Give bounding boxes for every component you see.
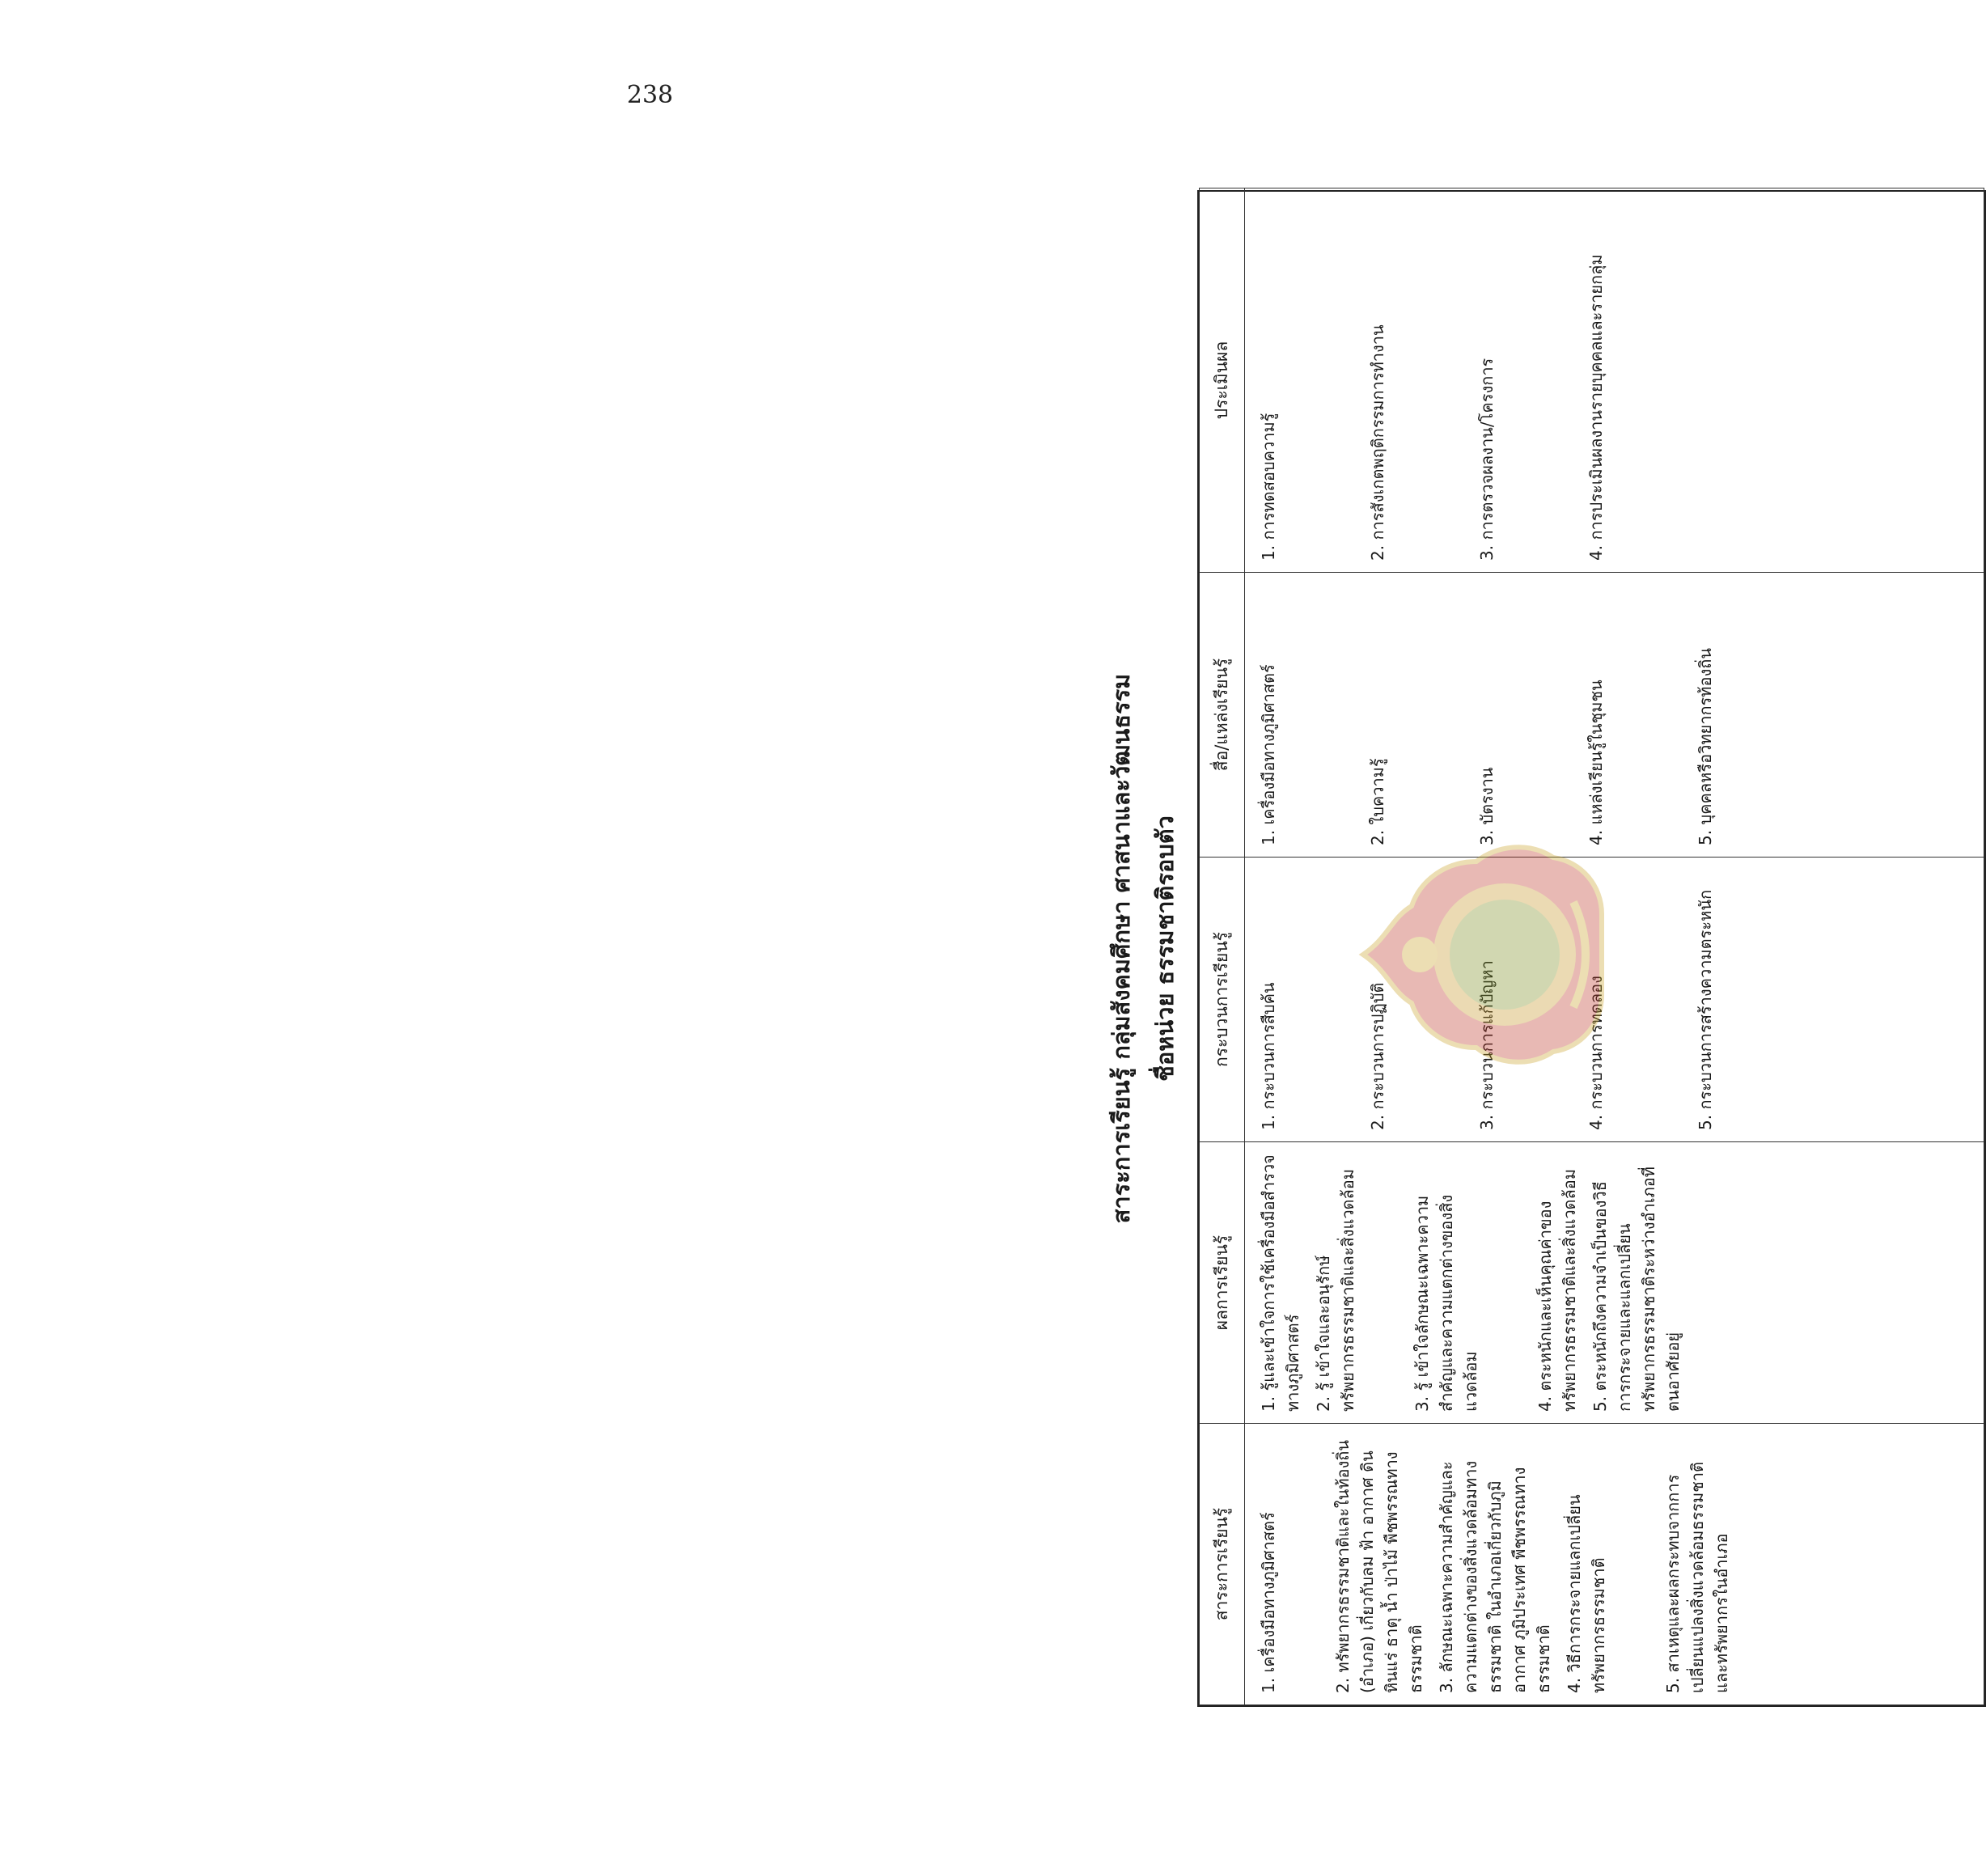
outcome-item: 2. รู้ เข้าใจและอนุรักษ์ทรัพยากรธรรมชาติและสิ่งแวดล้อม	[1314, 1169, 1357, 1412]
evaluation-item: 4. การประเมินผลงานรายบุคคลและรายกลุ่ม	[1586, 254, 1606, 561]
content-item: 4. วิธีการกระจายแลกเปลี่ยนทรัพยากรธรรมชาติ	[1565, 1494, 1608, 1693]
content-item: 5. สาเหตุและผลกระทบจากการเปลี่ยนแปลงสิ่งแวดล้อมธรรมชาติและทรัพยากรในอำเภอ	[1663, 1462, 1731, 1693]
media-item: 4. แหล่งเรียนรู้ในชุมชน	[1586, 680, 1606, 845]
outcome-item: 1. รู้และเข้าใจการใช้เครื่องมือสำรวจทางภูมิศาสตร์	[1259, 1154, 1302, 1412]
column-header-media: สื่อ/แหล่งเรียนรู้	[1200, 573, 1245, 858]
curriculum-table	[1199, 188, 1984, 1705]
column-header-process: กระบวนการเรียนรู้	[1200, 858, 1245, 1142]
document-title: สาระการเรียนรู้ กลุ่มสังคมศึกษา ศาสนาและวัฒนธรรม	[1107, 673, 1135, 1224]
media-cell	[1245, 573, 1984, 858]
outcome-item: 3. รู้ เข้าใจลักษณะเฉพาะความสำคัญและความแตกต่างของสิ่งแวดล้อม	[1412, 1194, 1480, 1412]
media-item: 5. บุคคลหรือวิทยากรท้องถิ่น	[1696, 647, 1715, 845]
content-item: 3. ลักษณะเฉพาะความสำคัญและความแตกต่างของสิ่งแวดล้อมทางธรรมชาติ ในอำเภอเกี่ยวกับภูมิอากาศ ภูมิประเทศ พืชพรรณทางธรรมชาติ	[1437, 1460, 1553, 1693]
evaluation-item: 2. การสังเกตพฤติกรรมการทำงาน	[1368, 324, 1387, 561]
curriculum-table-frame	[1197, 190, 1986, 1707]
content-cell	[1245, 1424, 1984, 1705]
media-item: 2. ใบความรู้	[1368, 758, 1387, 845]
content-item: 2. ทรัพยากรธรรมชาติและในท้องถิ่น (อำเภอ) เกี่ยวกับลม ฟ้า อากาศ ดิน หินแร่ ธาตุ น้ำ ป่าไม้ พืชพรรณทางธรรมชาติ	[1333, 1439, 1425, 1693]
outcome-item: 4. ตระหนักและเห็นคุณค่าของทรัพยากรธรรมชาติและสิ่งแวดล้อม	[1535, 1169, 1579, 1412]
outcomes-cell	[1245, 1142, 1984, 1424]
page-number: 238	[626, 81, 674, 109]
media-item: 1. เครื่องมือทางภูมิศาสตร์	[1259, 664, 1278, 845]
content-item: 1. เครื่องมือทางภูมิศาสตร์	[1259, 1512, 1278, 1693]
column-header-content: สาระการเรียนรู้	[1200, 1424, 1245, 1705]
process-item: 4. กระบวนการทดลอง	[1586, 976, 1606, 1130]
outcome-item: 5. ตระหนักถึงความจำเป็นของวิธีการกระจายและแลกเปลี่ยนทรัพยากรธรรมชาติระหว่างอำเภอที่ตนอาศัยอยู่	[1590, 1167, 1683, 1412]
unit-title: ชื่อหน่วย ธรรมชาติรอบตัว	[1151, 815, 1179, 1082]
process-item: 5. กระบวนการสร้างความตระหนัก	[1696, 889, 1715, 1130]
column-header-evaluation: ประเมินผล	[1200, 188, 1245, 573]
process-item: 1. กระบวนการสืบค้น	[1259, 982, 1278, 1130]
column-header-outcomes: ผลการเรียนรู้	[1200, 1142, 1245, 1424]
process-cell	[1245, 858, 1984, 1142]
evaluation-item: 3. การตรวจผลงาน/โครงการ	[1477, 358, 1497, 561]
process-item: 2. กระบวนการปฏิบัติ	[1368, 982, 1387, 1130]
evaluation-item: 1. การทดสอบความรู้	[1259, 413, 1278, 561]
title-block	[1088, 190, 1197, 1707]
header-row	[1200, 188, 1245, 1705]
table-row	[1245, 188, 1984, 1705]
process-item: 3. กระบวนการแก้ปัญหา	[1477, 960, 1497, 1130]
media-item: 3. บัตรงาน	[1477, 767, 1497, 845]
evaluation-cell	[1245, 188, 1984, 573]
rotated-content	[1088, 190, 1986, 1707]
